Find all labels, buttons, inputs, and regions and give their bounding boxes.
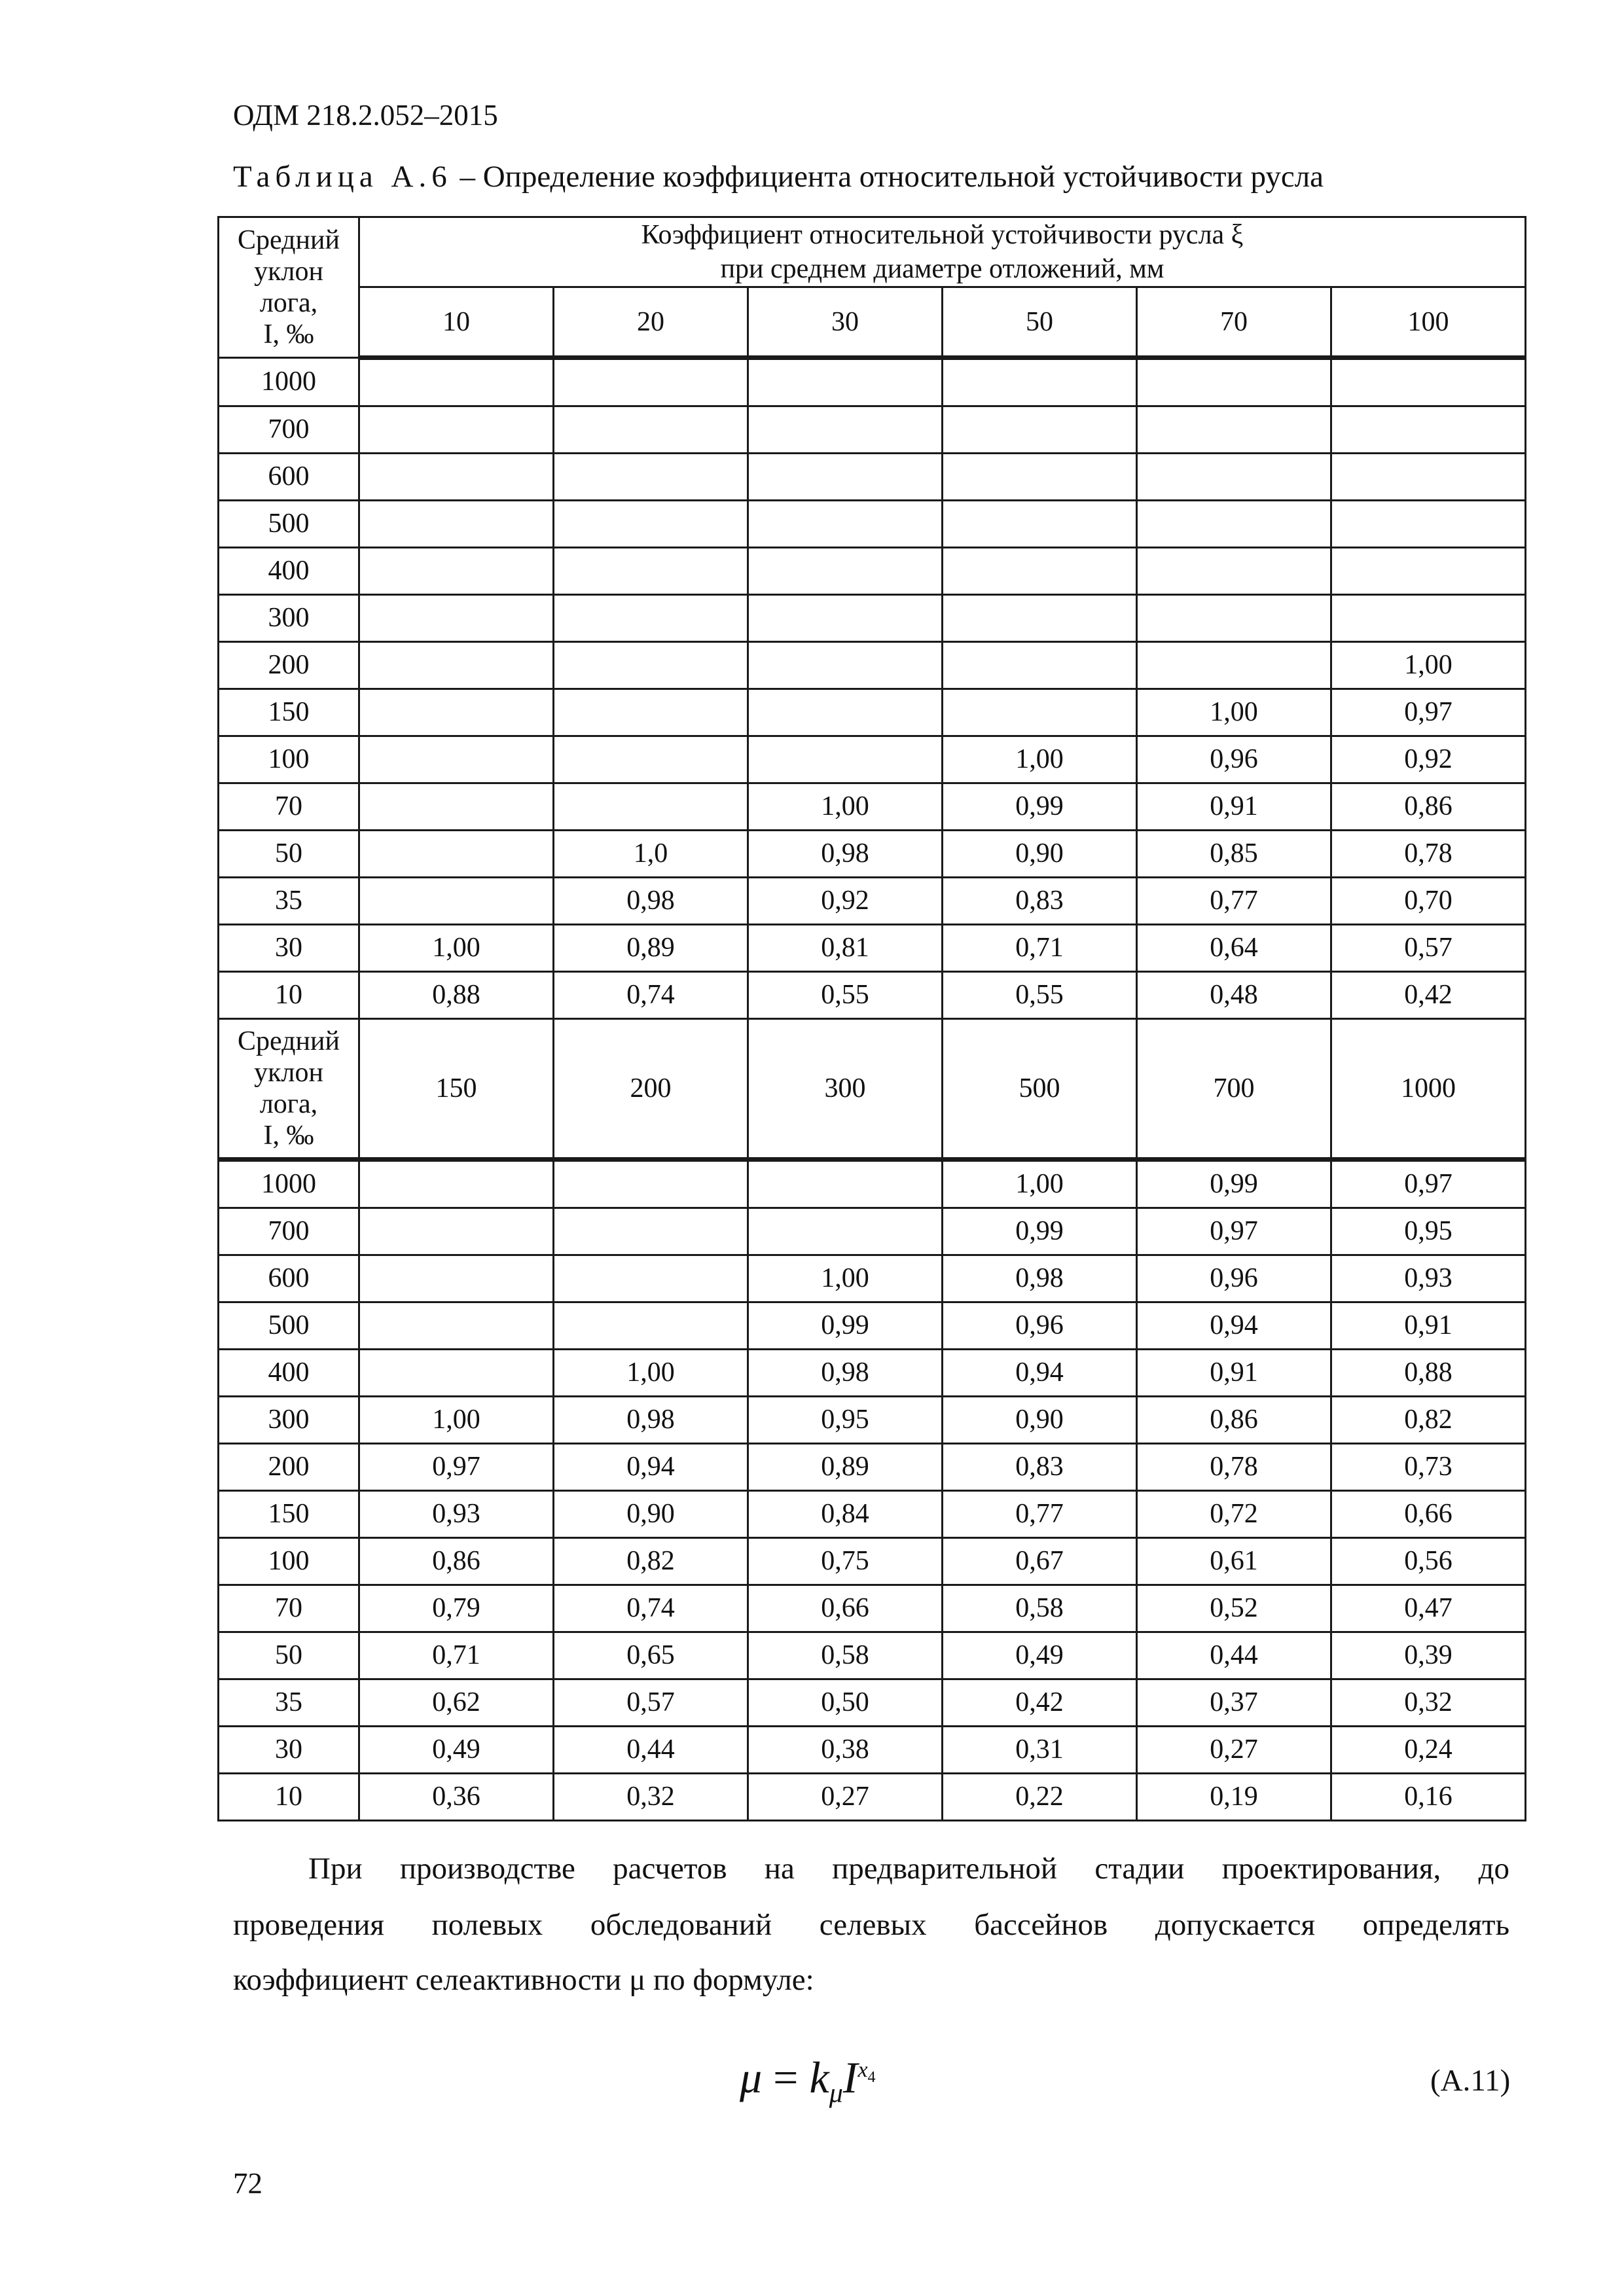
- formula-exponent-sub: 4: [867, 2069, 876, 2087]
- table-row: [219, 358, 1526, 406]
- coefficient-cell: [554, 454, 748, 501]
- table-row: [219, 1538, 1526, 1585]
- coefficient-cell: [943, 358, 1137, 406]
- coefficient-cell: [359, 501, 554, 548]
- coefficient-cell: 0,42: [943, 1679, 1137, 1727]
- coefficient-cell: 1,00: [1331, 642, 1526, 689]
- coefficient-cell: 0,91: [1137, 1350, 1331, 1397]
- second-column-header-row: [219, 1019, 1526, 1160]
- coefficient-cell: 0,77: [943, 1491, 1137, 1538]
- coefficient-cell: 0,39: [1331, 1632, 1526, 1679]
- coefficient-cell: [748, 358, 943, 406]
- coefficient-cell: 1,00: [554, 1350, 748, 1397]
- coefficient-cell: [1331, 548, 1526, 595]
- coefficient-cell: [359, 783, 554, 831]
- slope-value-cell: 200: [219, 1444, 359, 1491]
- coefficient-cell: [1137, 548, 1331, 595]
- coefficient-cell: [1331, 501, 1526, 548]
- column-header-diameter: 300: [748, 1019, 943, 1160]
- coefficient-cell: 0,24: [1331, 1727, 1526, 1774]
- slope-value-cell: 30: [219, 925, 359, 972]
- row-header-label-line: I, ‰: [263, 1121, 314, 1151]
- coefficient-cell: 0,91: [1137, 783, 1331, 831]
- table-row: [219, 1632, 1526, 1679]
- coefficient-cell: 0,57: [554, 1679, 748, 1727]
- coefficient-cell: [1331, 406, 1526, 454]
- coefficient-cell: 0,84: [748, 1491, 943, 1538]
- table-row: [219, 831, 1526, 878]
- slope-value-cell: 50: [219, 831, 359, 878]
- table-row: [219, 501, 1526, 548]
- coefficient-cell: [554, 1160, 748, 1208]
- coefficient-cell: 0,99: [943, 783, 1137, 831]
- column-header-diameter: 500: [943, 1019, 1137, 1160]
- coefficient-cell: [359, 1160, 554, 1208]
- table-row: [219, 972, 1526, 1019]
- coefficient-cell: 0,94: [943, 1350, 1137, 1397]
- coefficient-cell: 0,78: [1331, 831, 1526, 878]
- slope-value-cell: 35: [219, 878, 359, 925]
- coefficient-cell: 0,90: [943, 1397, 1137, 1444]
- coefficient-cell: [554, 1302, 748, 1350]
- table-row: [219, 736, 1526, 783]
- coefficient-cell: 0,95: [1331, 1208, 1526, 1255]
- row-header-label-line: Средний: [238, 1026, 340, 1056]
- coefficient-cell: 0,72: [1137, 1491, 1331, 1538]
- column-header-diameter: 20: [554, 287, 748, 358]
- coefficient-cell: 0,32: [1331, 1679, 1526, 1727]
- stability-coefficient-table: [217, 216, 1526, 1821]
- slope-value-cell: 600: [219, 454, 359, 501]
- coefficient-cell: [1137, 642, 1331, 689]
- column-header-diameter: 10: [359, 287, 554, 358]
- coefficient-cell: [359, 406, 554, 454]
- coefficient-cell: 0,65: [554, 1632, 748, 1679]
- coefficient-cell: [359, 358, 554, 406]
- coefficient-cell: 0,93: [359, 1491, 554, 1538]
- coefficient-cell: 0,44: [1137, 1632, 1331, 1679]
- coefficient-cell: 0,90: [943, 831, 1137, 878]
- coefficient-cell: [554, 1208, 748, 1255]
- coefficient-cell: 0,42: [1331, 972, 1526, 1019]
- slope-value-cell: 35: [219, 1679, 359, 1727]
- coefficient-cell: [554, 642, 748, 689]
- slope-value-cell: 150: [219, 1491, 359, 1538]
- paragraph-line-3: коэффициент селеактивности μ по формуле:: [233, 1963, 814, 1997]
- coefficient-cell: [554, 501, 748, 548]
- coefficient-cell: 0,44: [554, 1727, 748, 1774]
- coefficient-cell: 0,97: [1331, 689, 1526, 736]
- coefficient-cell: [748, 501, 943, 548]
- coefficient-cell: 1,00: [748, 1255, 943, 1302]
- row-header-label-line: I, ‰: [263, 319, 314, 350]
- coefficient-cell: 0,98: [943, 1255, 1137, 1302]
- group-header-line1: Коэффициент относительной устойчивости русла ξ: [641, 220, 1244, 250]
- table-row: [219, 878, 1526, 925]
- table-title-text: Определение коэффициента относительной устойчивости русла: [482, 160, 1324, 194]
- coefficient-cell: 0,77: [1137, 878, 1331, 925]
- coefficient-cell: 0,98: [554, 878, 748, 925]
- coefficient-cell: 0,32: [554, 1774, 748, 1821]
- coefficient-cell: 0,88: [359, 972, 554, 1019]
- coefficient-cell: 0,83: [943, 878, 1137, 925]
- column-header-row: [219, 287, 1526, 358]
- column-header-diameter: 1000: [1331, 1019, 1526, 1160]
- slope-value-cell: 30: [219, 1727, 359, 1774]
- coefficient-cell: 0,70: [1331, 878, 1526, 925]
- coefficient-cell: 0,55: [943, 972, 1137, 1019]
- table-row: [219, 1350, 1526, 1397]
- coefficient-cell: [748, 689, 943, 736]
- coefficient-cell: [943, 454, 1137, 501]
- table-row: [219, 1302, 1526, 1350]
- coefficient-cell: 0,93: [1331, 1255, 1526, 1302]
- coefficient-cell: [748, 406, 943, 454]
- coefficient-cell: 1,00: [1137, 689, 1331, 736]
- table-row: [219, 548, 1526, 595]
- table-row: [219, 454, 1526, 501]
- coefficient-cell: 0,36: [359, 1774, 554, 1821]
- coefficient-cell: 0,90: [554, 1491, 748, 1538]
- coefficient-cell: 0,86: [359, 1538, 554, 1585]
- row-header-label-line: лога,: [259, 1089, 318, 1119]
- coefficient-cell: 0,22: [943, 1774, 1137, 1821]
- row-header-label-line: уклон: [254, 1058, 323, 1088]
- coefficient-cell: 0,66: [748, 1585, 943, 1632]
- coefficient-cell: 0,99: [943, 1208, 1137, 1255]
- coefficient-cell: 0,58: [748, 1632, 943, 1679]
- coefficient-cell: 0,89: [748, 1444, 943, 1491]
- coefficient-cell: 0,79: [359, 1585, 554, 1632]
- column-header-diameter: 200: [554, 1019, 748, 1160]
- paragraph-line-1: При производстве расчетов на предварительной стадии проектирования, до: [308, 1852, 1509, 1886]
- table-row: [219, 595, 1526, 642]
- coefficient-cell: 0,86: [1331, 783, 1526, 831]
- slope-value-cell: 700: [219, 1208, 359, 1255]
- coefficient-cell: 1,00: [748, 783, 943, 831]
- formula-var: I: [842, 2053, 858, 2102]
- coefficient-cell: 0,64: [1137, 925, 1331, 972]
- table-row: [219, 1160, 1526, 1208]
- coefficient-cell: 0,66: [1331, 1491, 1526, 1538]
- coefficient-cell: [554, 358, 748, 406]
- slope-value-cell: 500: [219, 501, 359, 548]
- coefficient-cell: 0,98: [554, 1397, 748, 1444]
- coefficient-cell: 0,94: [554, 1444, 748, 1491]
- slope-value-cell: 500: [219, 1302, 359, 1350]
- coefficient-cell: [359, 595, 554, 642]
- slope-value-cell: 400: [219, 1350, 359, 1397]
- coefficient-cell: 0,92: [1331, 736, 1526, 783]
- table-row: [219, 1491, 1526, 1538]
- coefficient-cell: [554, 736, 748, 783]
- table-row: [219, 1208, 1526, 1255]
- document-header-code: ОДМ 218.2.052–2015: [233, 99, 498, 132]
- coefficient-cell: [359, 736, 554, 783]
- coefficient-cell: [359, 689, 554, 736]
- coefficient-cell: 0,96: [1137, 1255, 1331, 1302]
- coefficient-cell: [359, 454, 554, 501]
- coefficient-cell: 0,61: [1137, 1538, 1331, 1585]
- coefficient-cell: 0,78: [1137, 1444, 1331, 1491]
- slope-value-cell: 50: [219, 1632, 359, 1679]
- coefficient-cell: [554, 595, 748, 642]
- column-header-diameter: 30: [748, 287, 943, 358]
- table-header-row: [219, 217, 1526, 287]
- coefficient-cell: 0,58: [943, 1585, 1137, 1632]
- slope-value-cell: 10: [219, 972, 359, 1019]
- coefficient-cell: [359, 1302, 554, 1350]
- coefficient-cell: 0,99: [748, 1302, 943, 1350]
- coefficient-cell: 1,00: [359, 925, 554, 972]
- slope-value-cell: 1000: [219, 358, 359, 406]
- slope-value-cell: 70: [219, 783, 359, 831]
- slope-value-cell: 700: [219, 406, 359, 454]
- coefficient-cell: [943, 501, 1137, 548]
- coefficient-cell: 0,75: [748, 1538, 943, 1585]
- coefficient-cell: 1,00: [943, 1160, 1137, 1208]
- slope-value-cell: 150: [219, 689, 359, 736]
- coefficient-cell: 1,00: [943, 736, 1137, 783]
- formula-a11: [740, 2052, 876, 2109]
- coefficient-cell: 0,31: [943, 1727, 1137, 1774]
- row-header-label-line: уклон: [254, 257, 323, 287]
- row-header-label-line: Средний: [238, 225, 340, 255]
- coefficient-cell: 0,99: [1137, 1160, 1331, 1208]
- coefficient-cell: 0,91: [1331, 1302, 1526, 1350]
- table-row: [219, 406, 1526, 454]
- coefficient-cell: 0,74: [554, 972, 748, 1019]
- coefficient-cell: [1137, 358, 1331, 406]
- coefficient-cell: [748, 548, 943, 595]
- coefficient-cell: [1331, 595, 1526, 642]
- slope-value-cell: 300: [219, 1397, 359, 1444]
- coefficient-cell: [1137, 406, 1331, 454]
- coefficient-cell: [1137, 501, 1331, 548]
- coefficient-cell: 0,56: [1331, 1538, 1526, 1585]
- coefficient-cell: [359, 642, 554, 689]
- coefficient-cell: 0,16: [1331, 1774, 1526, 1821]
- coefficient-cell: 0,94: [1137, 1302, 1331, 1350]
- coefficient-cell: [943, 689, 1137, 736]
- formula-k: k: [809, 2053, 829, 2102]
- coefficient-cell: 0,49: [943, 1632, 1137, 1679]
- formula-exponent-base: x: [857, 2058, 868, 2083]
- slope-value-cell: 1000: [219, 1160, 359, 1208]
- formula-equals: =: [773, 2053, 799, 2102]
- coefficient-cell: [943, 548, 1137, 595]
- coefficient-cell: [359, 831, 554, 878]
- column-header-diameter: 50: [943, 287, 1137, 358]
- table-row: [219, 1727, 1526, 1774]
- formula-lhs: μ: [740, 2053, 763, 2102]
- row-header-label-line: лога,: [259, 288, 318, 318]
- coefficient-cell: [1137, 454, 1331, 501]
- coefficient-cell: [1331, 358, 1526, 406]
- slope-value-cell: 70: [219, 1585, 359, 1632]
- formula-number: (А.11): [1430, 2064, 1511, 2098]
- coefficient-cell: [943, 642, 1137, 689]
- coefficient-cell: [748, 454, 943, 501]
- coefficient-cell: 0,37: [1137, 1679, 1331, 1727]
- coefficient-cell: [359, 878, 554, 925]
- coefficient-cell: 0,74: [554, 1585, 748, 1632]
- coefficient-cell: [359, 1255, 554, 1302]
- coefficient-cell: [554, 783, 748, 831]
- coefficient-cell: 0,48: [1137, 972, 1331, 1019]
- coefficient-cell: 0,97: [359, 1444, 554, 1491]
- coefficient-cell: 0,47: [1331, 1585, 1526, 1632]
- coefficient-cell: [748, 1160, 943, 1208]
- coefficient-cell: 0,81: [748, 925, 943, 972]
- coefficient-cell: 0,89: [554, 925, 748, 972]
- coefficient-cell: [359, 1350, 554, 1397]
- table-row: [219, 642, 1526, 689]
- coefficient-cell: [748, 595, 943, 642]
- table-row: [219, 783, 1526, 831]
- page-number: 72: [233, 2167, 262, 2200]
- formula-k-subscript: μ: [829, 2078, 843, 2109]
- coefficient-cell: 0,57: [1331, 925, 1526, 972]
- coefficient-cell: 0,98: [748, 831, 943, 878]
- coefficient-cell: 0,55: [748, 972, 943, 1019]
- coefficient-cell: 0,97: [1137, 1208, 1331, 1255]
- coefficient-cell: 0,27: [1137, 1727, 1331, 1774]
- coefficient-cell: 0,71: [359, 1632, 554, 1679]
- coefficient-cell: 0,27: [748, 1774, 943, 1821]
- formula-exponent: [857, 2058, 876, 2087]
- coefficient-cell: 0,82: [554, 1538, 748, 1585]
- coefficient-cell: [748, 642, 943, 689]
- coefficient-cell: [943, 406, 1137, 454]
- slope-value-cell: 100: [219, 1538, 359, 1585]
- slope-value-cell: 10: [219, 1774, 359, 1821]
- group-header: [359, 217, 1526, 287]
- row-header-label: [219, 217, 359, 358]
- coefficient-cell: 0,62: [359, 1679, 554, 1727]
- coefficient-cell: 0,88: [1331, 1350, 1526, 1397]
- slope-value-cell: 200: [219, 642, 359, 689]
- coefficient-cell: 0,86: [1137, 1397, 1331, 1444]
- coefficient-cell: 0,83: [943, 1444, 1137, 1491]
- table-row: [219, 1774, 1526, 1821]
- coefficient-cell: [554, 1255, 748, 1302]
- coefficient-cell: 0,67: [943, 1538, 1137, 1585]
- coefficient-cell: [1137, 595, 1331, 642]
- coefficient-cell: 0,52: [1137, 1585, 1331, 1632]
- column-header-diameter: 150: [359, 1019, 554, 1160]
- slope-value-cell: 300: [219, 595, 359, 642]
- column-header-diameter: 100: [1331, 287, 1526, 358]
- coefficient-cell: [1331, 454, 1526, 501]
- coefficient-cell: 0,96: [943, 1302, 1137, 1350]
- column-header-diameter: 700: [1137, 1019, 1331, 1160]
- coefficient-cell: 0,49: [359, 1727, 554, 1774]
- column-header-diameter: 70: [1137, 287, 1331, 358]
- coefficient-cell: 0,97: [1331, 1160, 1526, 1208]
- table-row: [219, 925, 1526, 972]
- coefficient-cell: 0,98: [748, 1350, 943, 1397]
- group-header-line2: при среднем диаметре отложений, мм: [720, 254, 1164, 284]
- coefficient-cell: [943, 595, 1137, 642]
- coefficient-cell: [554, 689, 748, 736]
- slope-value-cell: 100: [219, 736, 359, 783]
- table-row: [219, 1397, 1526, 1444]
- coefficient-cell: 0,71: [943, 925, 1137, 972]
- coefficient-cell: 0,95: [748, 1397, 943, 1444]
- coefficient-cell: [359, 548, 554, 595]
- coefficient-cell: 0,19: [1137, 1774, 1331, 1821]
- coefficient-cell: [748, 736, 943, 783]
- table-title-dash: –: [460, 160, 475, 194]
- coefficient-cell: [359, 1208, 554, 1255]
- coefficient-cell: 0,73: [1331, 1444, 1526, 1491]
- row-header-label-repeat: [219, 1019, 359, 1160]
- coefficient-cell: [554, 548, 748, 595]
- coefficient-cell: [748, 1208, 943, 1255]
- slope-value-cell: 600: [219, 1255, 359, 1302]
- table-row: [219, 1444, 1526, 1491]
- coefficient-cell: 1,0: [554, 831, 748, 878]
- table-label: Таблица А.6: [233, 160, 452, 194]
- table-row: [219, 1679, 1526, 1727]
- coefficient-cell: 0,38: [748, 1727, 943, 1774]
- table-row: [219, 1585, 1526, 1632]
- coefficient-cell: [554, 406, 748, 454]
- slope-value-cell: 400: [219, 548, 359, 595]
- coefficient-cell: 1,00: [359, 1397, 554, 1444]
- coefficient-cell: 0,92: [748, 878, 943, 925]
- coefficient-cell: 0,96: [1137, 736, 1331, 783]
- coefficient-cell: 0,50: [748, 1679, 943, 1727]
- table-row: [219, 689, 1526, 736]
- table-title: [233, 159, 1324, 194]
- coefficient-cell: 0,82: [1331, 1397, 1526, 1444]
- table-row: [219, 1255, 1526, 1302]
- paragraph-line-2: проведения полевых обследований селевых бассейнов допускается определять: [233, 1908, 1509, 1942]
- coefficient-cell: 0,85: [1137, 831, 1331, 878]
